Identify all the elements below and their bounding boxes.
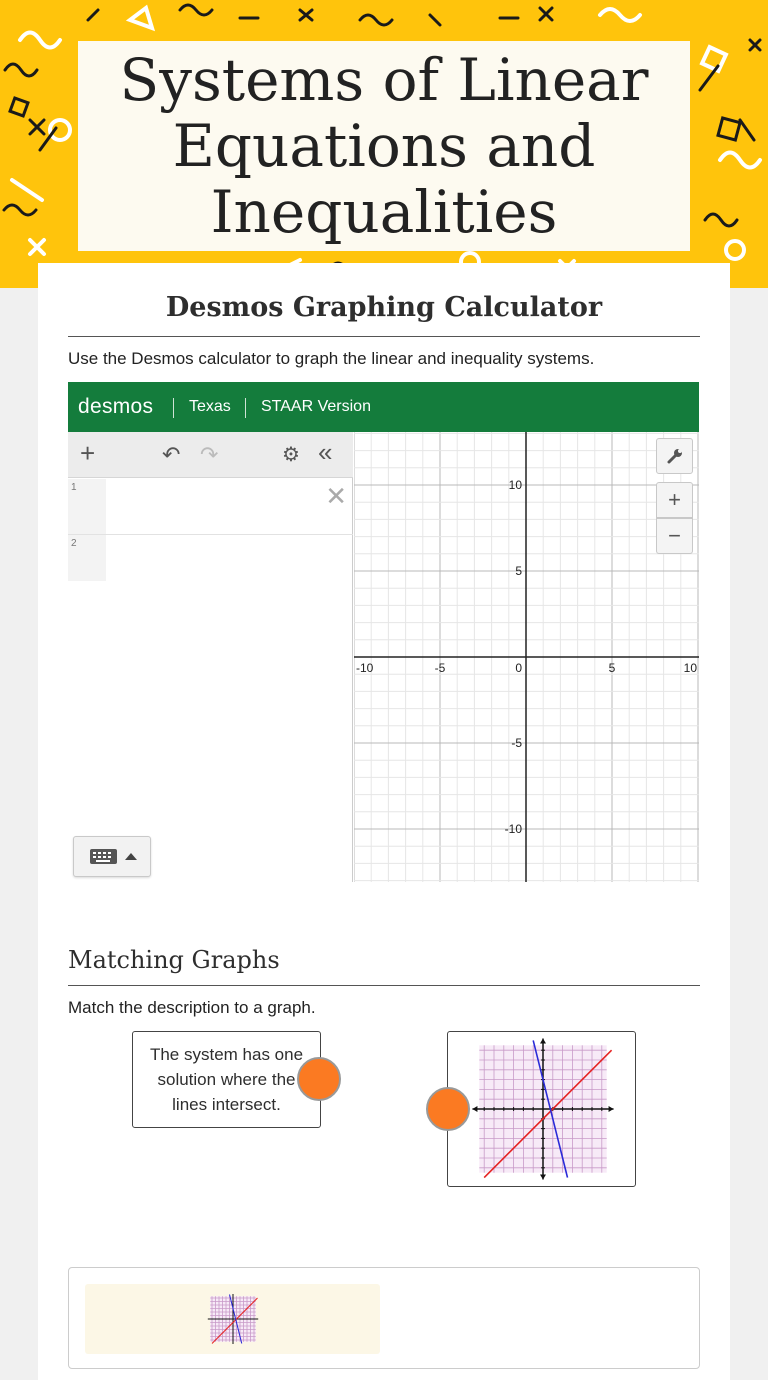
undo-icon[interactable]: ↶ bbox=[162, 442, 181, 467]
answer-thumbnail bbox=[207, 1294, 259, 1344]
zoom-in-button[interactable]: + bbox=[656, 482, 693, 518]
section-divider bbox=[68, 336, 700, 337]
section-divider bbox=[68, 985, 700, 986]
answer-drop-area[interactable] bbox=[68, 1267, 700, 1369]
keyboard-icon bbox=[74, 837, 152, 878]
desmos-section-heading: Desmos Graphing Calculator bbox=[165, 292, 603, 323]
y-tick-label: -5 bbox=[511, 736, 522, 750]
redo-icon[interactable]: ↷ bbox=[200, 442, 219, 467]
expression-panel bbox=[68, 432, 353, 882]
desmos-logo: desmos bbox=[78, 395, 154, 418]
match-connector-dot[interactable] bbox=[426, 1087, 470, 1131]
y-tick-label: -10 bbox=[504, 822, 522, 836]
desmos-instructions: Use the Desmos calculator to graph the linear and inequality systems. bbox=[68, 349, 595, 368]
description-card[interactable] bbox=[132, 1031, 321, 1128]
desmos-calculator bbox=[68, 382, 699, 882]
collapse-panel-icon[interactable]: « bbox=[318, 437, 333, 467]
version-label-texas: Texas bbox=[189, 398, 231, 415]
gear-icon[interactable]: ⚙ bbox=[282, 444, 300, 466]
match-connector-dot[interactable] bbox=[297, 1057, 341, 1101]
matching-section-heading: Matching Graphs bbox=[68, 946, 280, 974]
expression-row[interactable] bbox=[68, 535, 353, 581]
y-tick-label: 10 bbox=[508, 478, 522, 492]
header-banner bbox=[0, 0, 768, 288]
x-tick-label: 10 bbox=[683, 661, 697, 675]
x-tick-label: -10 bbox=[356, 661, 374, 675]
close-icon[interactable]: ✕ bbox=[325, 481, 347, 511]
graph-choice-card[interactable] bbox=[447, 1031, 636, 1187]
y-tick-label: 5 bbox=[515, 564, 522, 578]
title-box bbox=[78, 41, 690, 251]
add-expression-icon[interactable]: + bbox=[80, 438, 96, 468]
page-title: Systems of Linear Equations and Inequalities bbox=[119, 46, 649, 246]
answer-slot[interactable] bbox=[85, 1284, 380, 1354]
expression-toolbar bbox=[68, 432, 353, 478]
description-text: The system has one solution where the lines intersect. bbox=[149, 1045, 304, 1114]
x-tick-label: 0 bbox=[515, 661, 522, 675]
expression-row[interactable] bbox=[68, 479, 353, 535]
expression-number: 2 bbox=[71, 538, 77, 549]
graph-paper[interactable] bbox=[354, 432, 699, 882]
mini-graph bbox=[448, 1032, 637, 1188]
wrench-icon[interactable] bbox=[656, 438, 693, 474]
expression-number: 1 bbox=[71, 482, 77, 493]
version-label-staar: STAAR Version bbox=[261, 398, 371, 415]
zoom-out-button[interactable]: − bbox=[656, 518, 693, 554]
header-separator bbox=[245, 398, 246, 418]
matching-instructions: Match the description to a graph. bbox=[68, 998, 316, 1017]
keypad-toggle-button[interactable] bbox=[73, 836, 151, 877]
header-separator bbox=[173, 398, 174, 418]
x-tick-label: 5 bbox=[608, 661, 616, 675]
x-tick-label: -5 bbox=[434, 661, 446, 675]
calculator-header bbox=[68, 382, 699, 432]
